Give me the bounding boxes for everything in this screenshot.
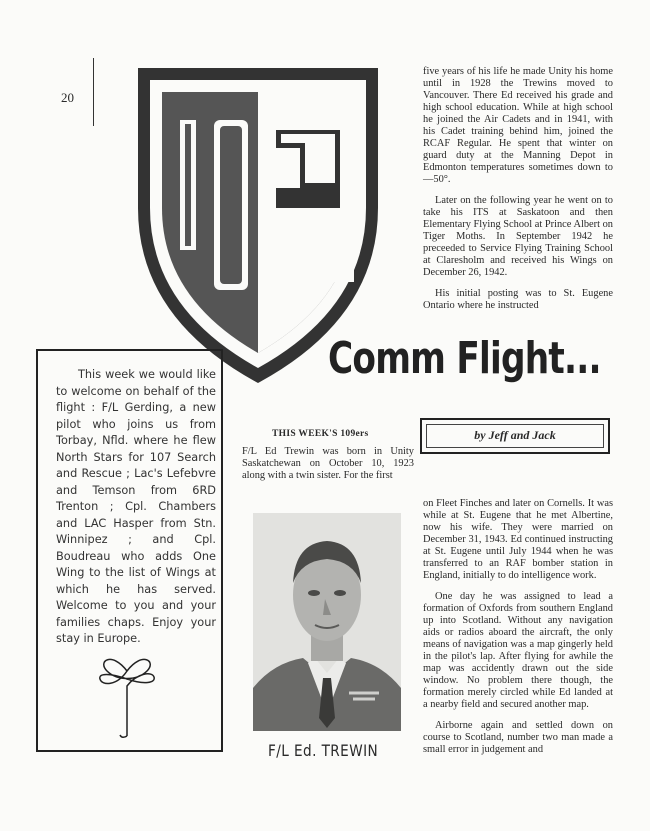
vertical-rule bbox=[93, 58, 94, 126]
article-column-bottom bbox=[423, 498, 613, 765]
feature-heading: THIS WEEK'S 109ers bbox=[272, 429, 369, 439]
paragraph: His initial posting was to St. Eugene Ontario where he instructed bbox=[423, 288, 613, 311]
welcome-box bbox=[36, 349, 223, 752]
article-column-top bbox=[423, 66, 613, 321]
page-title: Comm Flight... bbox=[328, 333, 601, 384]
paragraph: five years of his life he made Unity his home until in 1928 the Trewins moved to Vancouver. There Ed received his grade and high school education. While at high school he joined the Air Cadets and in 1941, with his Cadet training behind him, joined the RCAF Regular. He spent that winter on guard duty at the Manning Depot in Edmonton temperatures sometimes down to —50°. bbox=[423, 66, 613, 185]
portrait-image bbox=[253, 513, 401, 731]
portrait-photo bbox=[253, 513, 401, 731]
paragraph: F/L Ed Trewin was born in Unity Saskatchewan on October 10, 1923 along with a twin sister. For the first bbox=[242, 446, 414, 481]
byline-box bbox=[420, 418, 610, 454]
page-number: 20 bbox=[61, 90, 74, 105]
paragraph: on Fleet Finches and later on Cornells. It was while at St. Eugene that he met Albertine, now his wife. They were married on December 31, 1943. Ed continued instructing at St. Eugene until July 1944 when he was transferred to an RAF bomber station in England, initially to do intelligence work. bbox=[423, 498, 613, 581]
flourish-ornament-icon bbox=[92, 651, 162, 741]
feature-intro bbox=[242, 446, 414, 491]
byline: by Jeff and Jack bbox=[474, 428, 556, 442]
paragraph: Airborne again and settled down on course to Scotland, number two man made a small error in judgement and bbox=[423, 720, 613, 755]
welcome-text: This week we would like to welcome on behalf of the flight : F/L Gerding, a new pilot who joins us from Torbay, Nfld. where he flew North Stars for 107 Search and Rescue ; Lac's Lefebvre and Temson from 6RD Trenton ; Cpl. Chambers and LAC Hasper from Stn. Winnipez ; and Cpl. Boudreau who adds One Wing to the list of Wings at which he has served. Welcome to you and your families chaps. Enjoy your stay in Europe. bbox=[56, 368, 216, 645]
paragraph: Later on the following year he went on to take his ITS at Saskatoon and then Elementary Flying School at Prince Albert on Tiger Moths. In September 1942 he preceeded to Service Flying Training School at Claresholm and received his Wings on December 26, 1942. bbox=[423, 195, 613, 278]
photo-caption: F/L Ed. TREWIN bbox=[268, 741, 379, 760]
paragraph: One day he was assigned to lead a formation of Oxfords from southern England up into Scotland. Without any navigation aids or radios aboard the aircraft, the only means of navigation was a map gingerly held in the pilot's lap. After flying for awhile the map was accidently drawn out the side window. No problem there though, the formation merely circled while Ed landed at a nearby field and secured another map. bbox=[423, 591, 613, 710]
